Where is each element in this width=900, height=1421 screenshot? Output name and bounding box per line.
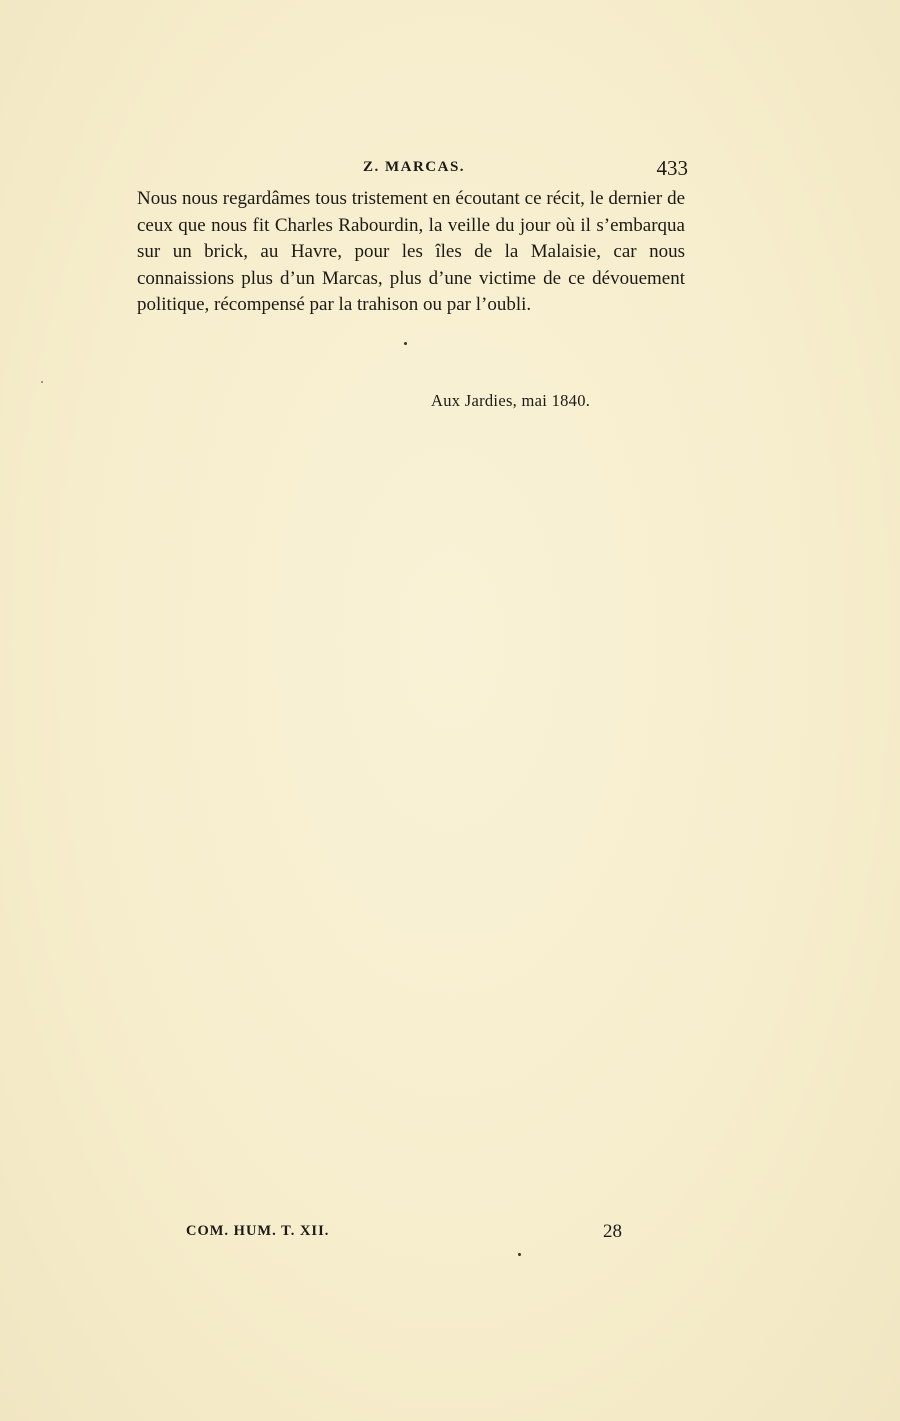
body-paragraph: Nous nous regardâmes tous tristement en écoutant ce récit, le dernier de ceux que nous fit Charles Rabourdin, la veille du jour où il s’embarqua sur un brick, au Havre, pour les îles de la Malaisie, car nous connaissions plus d’un Marcas, plus d’une victime de ce dévouement politique, récompensé par la trahison ou par l’oubli. (137, 188, 685, 316)
running-title: Z. MARCAS. (362, 159, 466, 175)
paper-speck (518, 1253, 521, 1256)
page-number: 433 (656, 156, 688, 180)
paper-speck (41, 381, 43, 383)
footer-signature-mark: COM. HUM. T. XII. (186, 1223, 330, 1239)
place-date-signature: Aux Jardies, mai 1840. (431, 391, 591, 410)
running-head (140, 156, 688, 180)
paper-speck (404, 342, 407, 345)
footer-sheet-number: 28 (603, 1221, 622, 1242)
